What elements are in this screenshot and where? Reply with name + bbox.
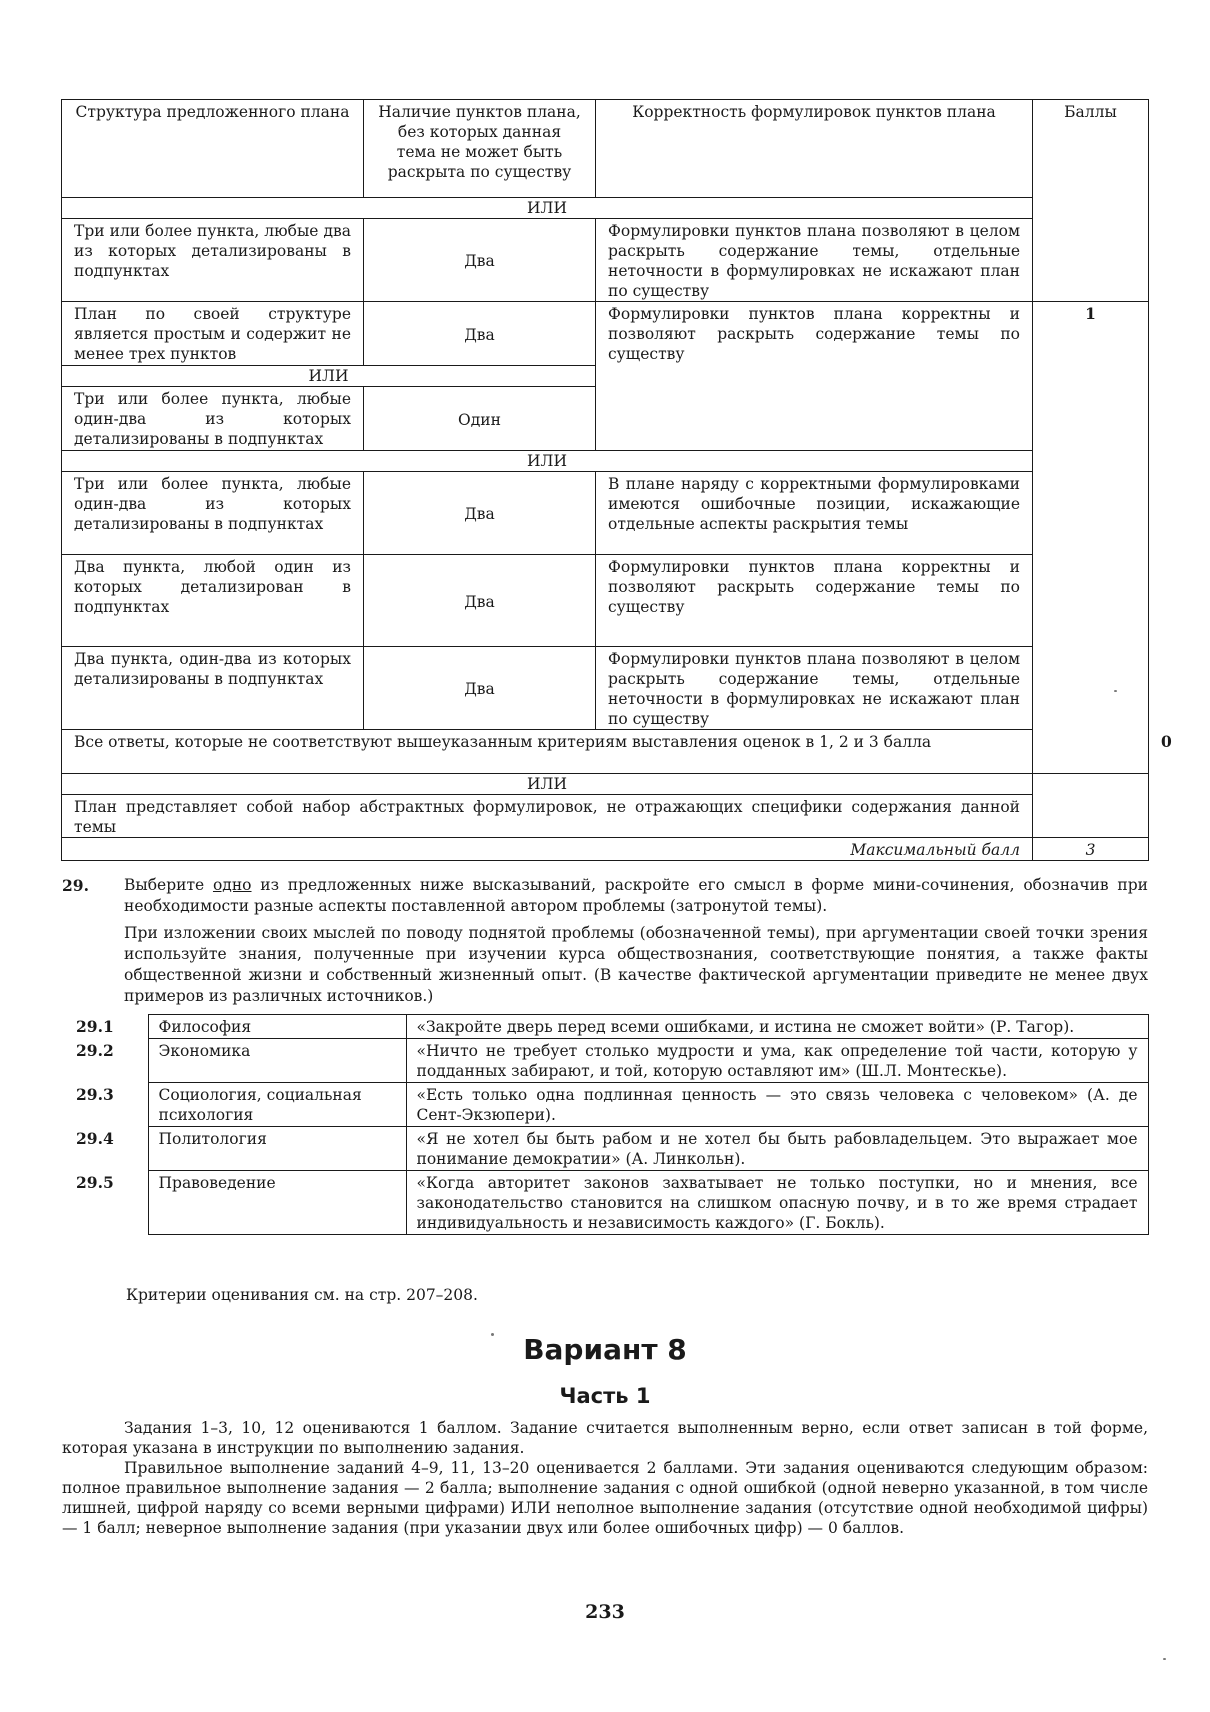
criteria-row [62,219,1149,302]
row-structure: Три или более пункта, любые два из которых детализированы в подпунктах [62,219,364,302]
quote-number: 29.2 [76,1040,114,1060]
row-correctness: В плане наряду с корректными формулировками имеются ошибочные позиции, искажающие отдельные аспекты раскрытия темы [596,472,1033,555]
quote-text: «Ничто не требует столько мудрости и ума, как определение той части, которую у подданных забирают, и той, которую оставляют им» (Ш.Л. Монтескье). [406,1039,1148,1083]
criteria-reference-note: Критерии оценивания см. на стр. 207–208. [126,1286,478,1304]
quote-subject: Политология [148,1127,406,1171]
header-score: Баллы [1033,100,1149,302]
row-points: Один [364,387,596,451]
row-structure: Три или более пункта, любые один-два из которых детализированы в подпунктах [62,472,364,555]
or-label: ИЛИ [62,451,1033,472]
task-instruction [124,875,1148,917]
criteria-row [62,555,1149,647]
instruction-text: из предложенных ниже высказываний, раскройте его смысл в форме мини-сочинения, обозначив при необходимости разные аспекты поставленной автором проблемы (затронутой темы). [124,876,1148,915]
quote-subject: Социология, социальная психология [148,1083,406,1127]
max-score-row [62,838,1149,861]
task-number: 29. [62,876,89,895]
or-row [62,198,1149,219]
row-correctness: Формулировки пунктов плана позволяют в целом раскрыть содержание темы, отдельные неточности в формулировках не искажают план по существу [596,219,1033,302]
row-structure: Два пункта, любой один из которых детализирован в подпунктах [62,555,364,647]
zero-criterion-1: Все ответы, которые не соответствуют вышеуказанным критериям выставления оценок в 1, 2 и 3 балла [62,730,1033,774]
max-score-value: 3 [1033,838,1149,861]
or-row [62,451,1149,472]
instruction-underlined: одно [212,876,252,894]
quote-subject: Экономика [148,1039,406,1083]
row-structure: Три или более пункта, любые один-два из которых детализированы в подпунктах [62,387,364,451]
row-points: Два [364,555,596,647]
criteria-row [62,647,1149,730]
quote-text: «Я не хотел бы быть рабом и не хотел бы быть рабовладельцем. Это выражает мое понимание демократии» (А. Линкольн). [406,1127,1148,1171]
task-paragraph: При изложении своих мыслей по поводу поднятой проблемы (обозначенной темы), при аргументации своей точки зрения используйте знания, полученные при изучении курса обществознания, соответствующие понятия, а также факты общественной жизни и собственный жизненный опыт. (В качестве фактической аргументации приведите не менее двух примеров из различных источников.) [124,924,1148,1005]
page-number: 233 [585,1601,625,1623]
or-label: ИЛИ [62,366,596,387]
criteria-header-row [62,100,1149,198]
score-one: 1 [1033,302,1149,774]
zero-criterion-2: План представляет собой набор абстрактных формулировок, не отражающих специфики содержания данной темы [62,795,1033,838]
or-label: ИЛИ [62,774,1033,795]
scan-speck [1163,1658,1166,1660]
quote-row [62,1127,1148,1171]
max-score-label: Максимальный балл [62,838,1033,861]
quote-row [62,1083,1148,1127]
criteria-row [62,302,1149,366]
or-label: ИЛИ [62,198,1033,219]
quote-row [62,1039,1148,1083]
or-row [62,774,1149,795]
quote-text: «Есть только одна подлинная ценность — это связь человека с человеком» (А. де Сент-Экзюпери). [406,1083,1148,1127]
criteria-row: Все ответы, которые не соответствуют вышеуказанным критериям выставления оценок в 1, 2 и 3 балла 0 [62,730,1149,774]
intro-paragraph-1: Задания 1–3, 10, 12 оцениваются 1 баллом. Задание считается выполненным верно, если ответ записан в той форме, которая указана в инструкции по выполнению задания. [62,1419,1148,1457]
quote-number: 29.3 [76,1084,114,1104]
row-correctness: Формулировки пунктов плана позволяют в целом раскрыть содержание темы, отдельные неточности в формулировках не искажают план по существу [596,647,1033,730]
header-points: Наличие пунктов плана, без которых данная тема не может быть раскрыта по существу [364,100,596,198]
variant-title: Вариант 8 [523,1333,687,1366]
quote-text: «Когда авторитет законов захватывает не только поступки, но и мнения, все законодательство становится на слишком опасную почву, и в то же время страдает индивидуальность и независимость каждого» (Г. Бокль). [406,1171,1148,1235]
scan-speck [491,1333,494,1336]
row-correctness: Формулировки пунктов плана корректны и позволяют раскрыть содержание темы по существу [596,555,1033,647]
quote-subject: Правоведение [148,1171,406,1235]
quote-number: 29.4 [76,1128,114,1148]
row-points: Два [364,647,596,730]
quote-text: «Закройте дверь перед всеми ошибками, и истина не сможет войти» (Р. Тагор). [406,1015,1148,1039]
row-correctness: Формулировки пунктов плана корректны и позволяют раскрыть содержание темы по существу [596,302,1033,451]
header-correctness: Корректность формулировок пунктов плана [596,100,1033,198]
criteria-table [61,99,1172,861]
intro-paragraph-2: Правильное выполнение заданий 4–9, 11, 13–20 оценивается 2 баллами. Эти задания оцениваются следующим образом: полное правильное выполнение задания — 2 балла; выполнение задания с одной ошибкой (одной неверно указанной, в том числе лишней, цифрой наряду со всеми верными цифрами) ИЛИ неполное выполнение задания (отсутствие одной необходимой цифры) — 1 балл; неверное выполнение задания (при указании двух или более ошибочных цифр) — 0 баллов. [62,1459,1148,1537]
header-structure: Структура предложенного плана [62,100,364,198]
quotes-table [62,1014,1149,1235]
quote-number: 29.1 [76,1016,114,1036]
scan-speck [1114,690,1117,692]
task-29 [62,875,1148,1007]
instruction-text: Выберите [124,876,213,894]
row-structure: Два пункта, один-два из которых детализированы в подпунктах [62,647,364,730]
criteria-row [62,795,1149,838]
row-points: Два [364,219,596,302]
part-title: Часть 1 [559,1384,651,1408]
quote-row [62,1015,1148,1039]
quote-row [62,1171,1148,1235]
row-points: Два [364,302,596,366]
row-structure: План по своей структуре является простым и содержит не менее трех пунктов [62,302,364,366]
quote-number: 29.5 [76,1172,114,1192]
quote-subject: Философия [148,1015,406,1039]
part-intro [62,1418,1148,1538]
criteria-row [62,472,1149,555]
row-points: Два [364,472,596,555]
